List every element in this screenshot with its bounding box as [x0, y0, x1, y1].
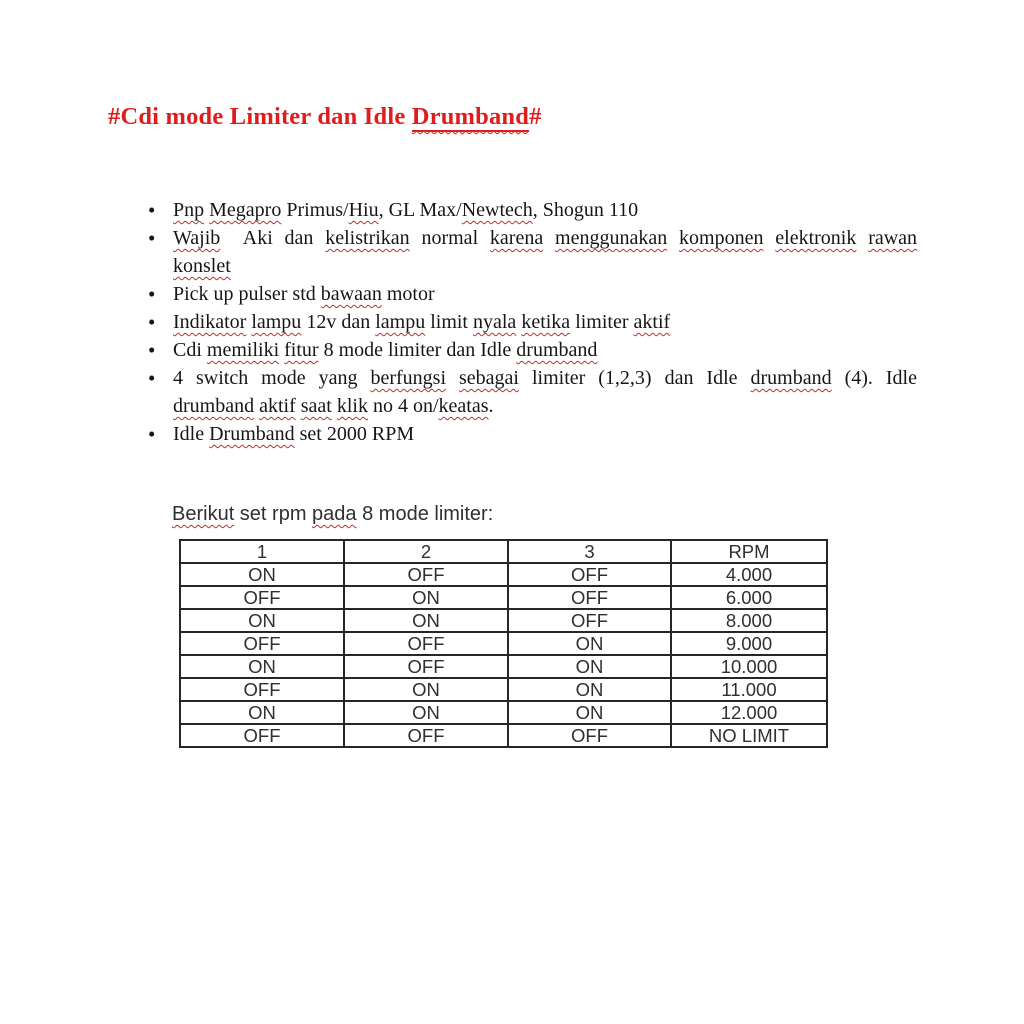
table-cell: OFF [344, 724, 508, 747]
misspelled-word: sebagai [459, 367, 519, 389]
table-cell: OFF [508, 724, 671, 747]
table-row [180, 632, 827, 655]
bullet-list [146, 196, 917, 448]
table-cell: 12.000 [671, 701, 827, 724]
misspelled-word: Indikator [173, 311, 247, 333]
misspelled-word: klik [336, 395, 368, 417]
table-cell: ON [180, 655, 344, 678]
text-run: Cdi [173, 339, 207, 361]
misspelled-word: ketika [521, 311, 571, 333]
misspelled-word: Megapro [209, 199, 282, 221]
bullet-item [146, 420, 917, 448]
table-cell: OFF [508, 609, 671, 632]
table-cell: ON [180, 563, 344, 586]
text-run: normal [409, 227, 490, 249]
misspelled-word: Newtech [461, 199, 533, 221]
table-header-cell: RPM [671, 540, 827, 563]
page-title [108, 101, 542, 133]
misspelled-word: kelistrikan [325, 227, 410, 249]
text-run: Aki dan [220, 227, 326, 249]
misspelled-word: nyala [473, 311, 517, 333]
misspelled-word: drumband [173, 395, 255, 417]
table-cell: ON [344, 609, 508, 632]
table-cell: 6.000 [671, 586, 827, 609]
text-run: motor [381, 283, 435, 305]
text-run: # [529, 103, 542, 130]
text-run: Pick up pulser std [173, 283, 321, 305]
table-cell: ON [508, 655, 671, 678]
table-row [180, 678, 827, 701]
bullet-line [173, 420, 917, 448]
table-cell: OFF [180, 678, 344, 701]
text-run [856, 227, 868, 249]
text-run: set 2000 RPM [294, 423, 415, 445]
text-run: 4 switch mode yang [173, 367, 371, 389]
misspelled-word: Pnp [173, 199, 205, 221]
bullet-item [146, 308, 917, 336]
misspelled-word: aktif [259, 395, 296, 417]
misspelled-word: menggunakan [555, 227, 668, 249]
text-run: (4). Idle [831, 367, 917, 389]
misspelled-word: lampu [251, 311, 302, 333]
table-row [180, 609, 827, 632]
table-cell: ON [344, 586, 508, 609]
misspelled-word: elektronik [775, 227, 857, 249]
table-row [180, 655, 827, 678]
table-cell: ON [180, 701, 344, 724]
table-cell: ON [508, 701, 671, 724]
misspelled-word: komponen [679, 227, 764, 249]
text-run: 12v dan [301, 311, 376, 333]
misspelled-word: memiliki [206, 339, 280, 361]
rpm-limiter-table [179, 539, 828, 748]
text-run [763, 227, 775, 249]
misspelled-word: Hiu [348, 199, 379, 221]
bullet-item [146, 224, 917, 280]
table-cell: OFF [344, 563, 508, 586]
misspelled-word: drumband [516, 339, 598, 361]
text-run: #Cdi mode Limiter dan Idle [108, 103, 412, 130]
bullet-line [173, 252, 917, 280]
table-cell: 9.000 [671, 632, 827, 655]
text-run: no 4 on/ [367, 395, 439, 417]
text-run [543, 227, 555, 249]
table-cell: ON [344, 701, 508, 724]
bullet-item [146, 336, 917, 364]
misspelled-word: saat [300, 395, 332, 417]
text-run: set rpm [234, 503, 313, 525]
table-cell: OFF [180, 632, 344, 655]
misspelled-word: pada [312, 503, 357, 525]
text-run: limiter (1,2,3) dan Idle [518, 367, 751, 389]
table-cell: ON [180, 609, 344, 632]
text-run: Idle [173, 423, 210, 445]
misspelled-word: berfungsi [370, 367, 447, 389]
misspelled-word: drumband [750, 367, 832, 389]
table-cell: 8.000 [671, 609, 827, 632]
misspelled-word: rawan [868, 227, 918, 249]
text-run [667, 227, 679, 249]
table-row [180, 724, 827, 747]
table-cell: OFF [344, 655, 508, 678]
misspelled-word: lampu [375, 311, 426, 333]
bullet-line [173, 308, 917, 336]
table-cell: ON [508, 632, 671, 655]
text-run: limiter [570, 311, 634, 333]
table-cell: 11.000 [671, 678, 827, 701]
misspelled-word: Wajib [173, 227, 221, 249]
table-header-cell: 3 [508, 540, 671, 563]
table-row [180, 563, 827, 586]
misspelled-word: konslet [173, 255, 231, 277]
table-cell: OFF [508, 563, 671, 586]
text-run: . [488, 395, 494, 417]
bullet-line [173, 392, 917, 420]
table-header-cell: 1 [180, 540, 344, 563]
table-cell: 10.000 [671, 655, 827, 678]
misspelled-word: karena [489, 227, 544, 249]
text-run: , GL Max/ [378, 199, 462, 221]
misspelled-word: Drumband [209, 423, 295, 445]
misspelled-word: bawaan [320, 283, 382, 305]
text-run: 8 mode limiter: [356, 503, 494, 525]
table-header-cell: 2 [344, 540, 508, 563]
text-run: , Shogun 110 [532, 199, 639, 221]
table-row [180, 701, 827, 724]
table-header-row [180, 540, 827, 563]
table-cell: ON [508, 678, 671, 701]
table-cell: OFF [508, 586, 671, 609]
misspelled-word: aktif [633, 311, 671, 333]
text-run: limit [425, 311, 473, 333]
bullet-item [146, 280, 917, 308]
text-run: Primus/ [281, 199, 349, 221]
table-cell: 4.000 [671, 563, 827, 586]
bullet-item [146, 364, 917, 420]
misspelled-word: fitur [284, 339, 319, 361]
text-run [446, 367, 459, 389]
table-row [180, 586, 827, 609]
bullet-line [173, 364, 917, 392]
table-cell: NO LIMIT [671, 724, 827, 747]
misspelled-word: Berikut [172, 503, 235, 525]
misspelled-word: Drumband [411, 103, 530, 130]
table-cell: OFF [344, 632, 508, 655]
bullet-line [173, 280, 917, 308]
bullet-item [146, 196, 917, 224]
table-cell: OFF [180, 724, 344, 747]
table-caption [172, 501, 493, 527]
bullet-line [173, 196, 917, 224]
bullet-line [173, 224, 917, 252]
table-cell: ON [344, 678, 508, 701]
table-cell: OFF [180, 586, 344, 609]
text-run: 8 mode limiter dan Idle [318, 339, 517, 361]
misspelled-word: keatas [438, 395, 489, 417]
bullet-line [173, 336, 917, 364]
